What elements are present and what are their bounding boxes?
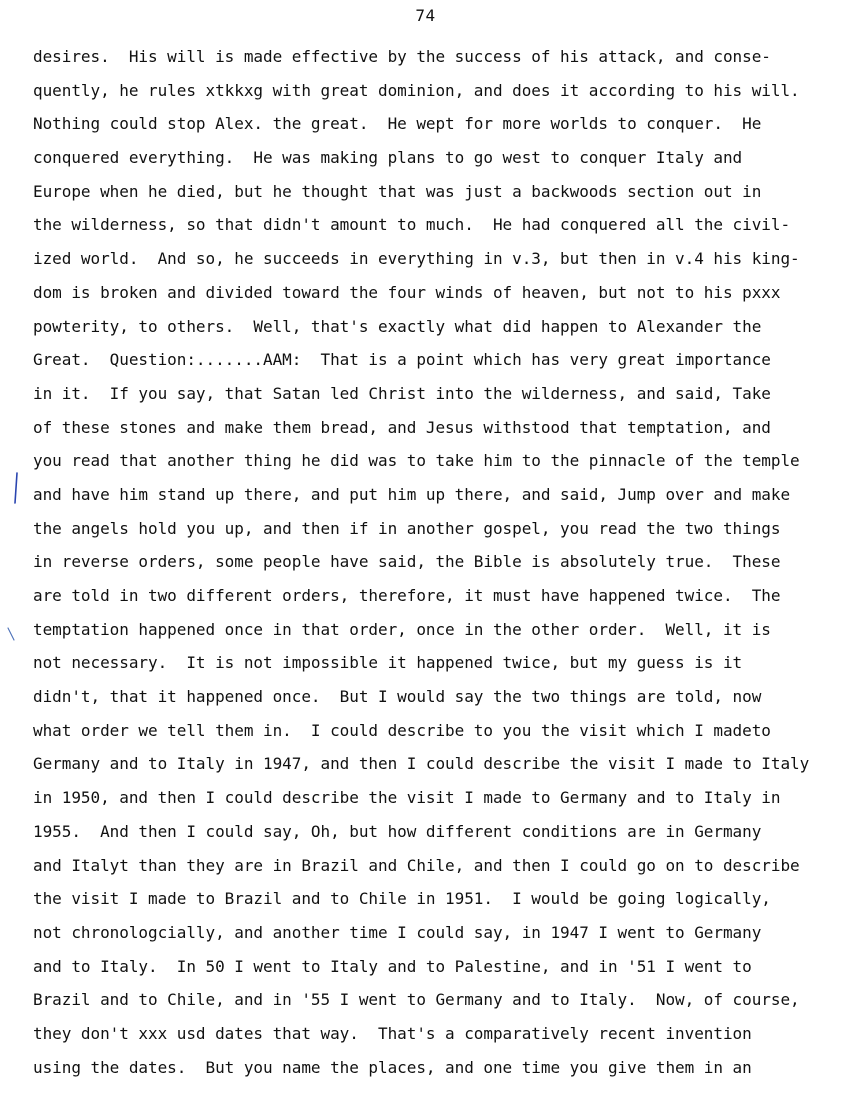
text-line: they don't xxx usd dates that way. That's a comparatively recent invention (33, 1023, 752, 1043)
text-line: you read that another thing he did was to take him to the pinnacle of the temple (33, 451, 800, 471)
text-line: in 1950, and then I could describe the visit I made to Germany and to Italy in (33, 788, 781, 808)
text-line: not necessary. It is not impossible it happened twice, but my guess is it (33, 653, 743, 673)
text-line: what order we tell them in. I could describe to you the visit which I madeto (33, 720, 771, 740)
margin-pen-mark (14, 472, 18, 504)
text-line: dom is broken and divided toward the four winds of heaven, but not to his pxxx (33, 282, 781, 302)
text-line: Germany and to Italy in 1947, and then I could describe the visit I made to Italy (33, 754, 810, 774)
text-line: temptation happened once in that order, once in the other order. Well, it is (33, 619, 771, 639)
text-line: and have him stand up there, and put him up there, and said, Jump over and make (33, 484, 791, 504)
text-line: the angels hold you up, and then if in another gospel, you read the two things (33, 518, 781, 538)
text-line: and Italyt than they are in Brazil and Chile, and then I could go on to describe (33, 855, 800, 875)
text-line: the visit I made to Brazil and to Chile in 1951. I would be going logically, (33, 889, 771, 909)
text-line: in reverse orders, some people have said, the Bible is absolutely true. These (33, 552, 781, 572)
text-line: Great. Question:.......AAM: That is a point which has very great importance (33, 350, 771, 370)
text-line: Brazil and to Chile, and in '55 I went to Germany and to Italy. Now, of course, (33, 990, 800, 1010)
body-text (33, 40, 845, 1084)
text-line: not chronologcially, and another time I could say, in 1947 I went to Germany (33, 922, 762, 942)
text-line: ized world. And so, he succeeds in everything in v.3, but then in v.4 his king- (33, 249, 800, 269)
page-number: 74 (415, 6, 436, 25)
text-line: quently, he rules xtkkxg with great dominion, and does it according to his will. (33, 80, 800, 100)
text-line: of these stones and make them bread, and Jesus withstood that temptation, and (33, 417, 771, 437)
text-line: powterity, to others. Well, that's exactly what did happen to Alexander the (33, 316, 762, 336)
text-line: 1955. And then I could say, Oh, but how different conditions are in Germany (33, 821, 762, 841)
text-line: Nothing could stop Alex. the great. He wept for more worlds to conquer. He (33, 114, 762, 134)
text-line: the wilderness, so that didn't amount to much. He had conquered all the civil- (33, 215, 791, 235)
text-line: conquered everything. He was making plans to go west to conquer Italy and (33, 148, 743, 168)
text-line: using the dates. But you name the places, and one time you give them in an (33, 1057, 752, 1077)
text-line: Europe when he died, but he thought that was just a backwoods section out in (33, 181, 762, 201)
text-line: didn't, that it happened once. But I would say the two things are told, now (33, 687, 762, 707)
text-line: are told in two different orders, therefore, it must have happened twice. The (33, 586, 781, 605)
text-line: desires. His will is made effective by the success of his attack, and conse- (33, 47, 771, 66)
text-line: in it. If you say, that Satan led Christ into the wilderness, and said, Take (33, 383, 771, 403)
text-line: and to Italy. In 50 I went to Italy and to Palestine, and in '51 I went to (33, 956, 752, 976)
margin-pen-tick (7, 627, 15, 641)
